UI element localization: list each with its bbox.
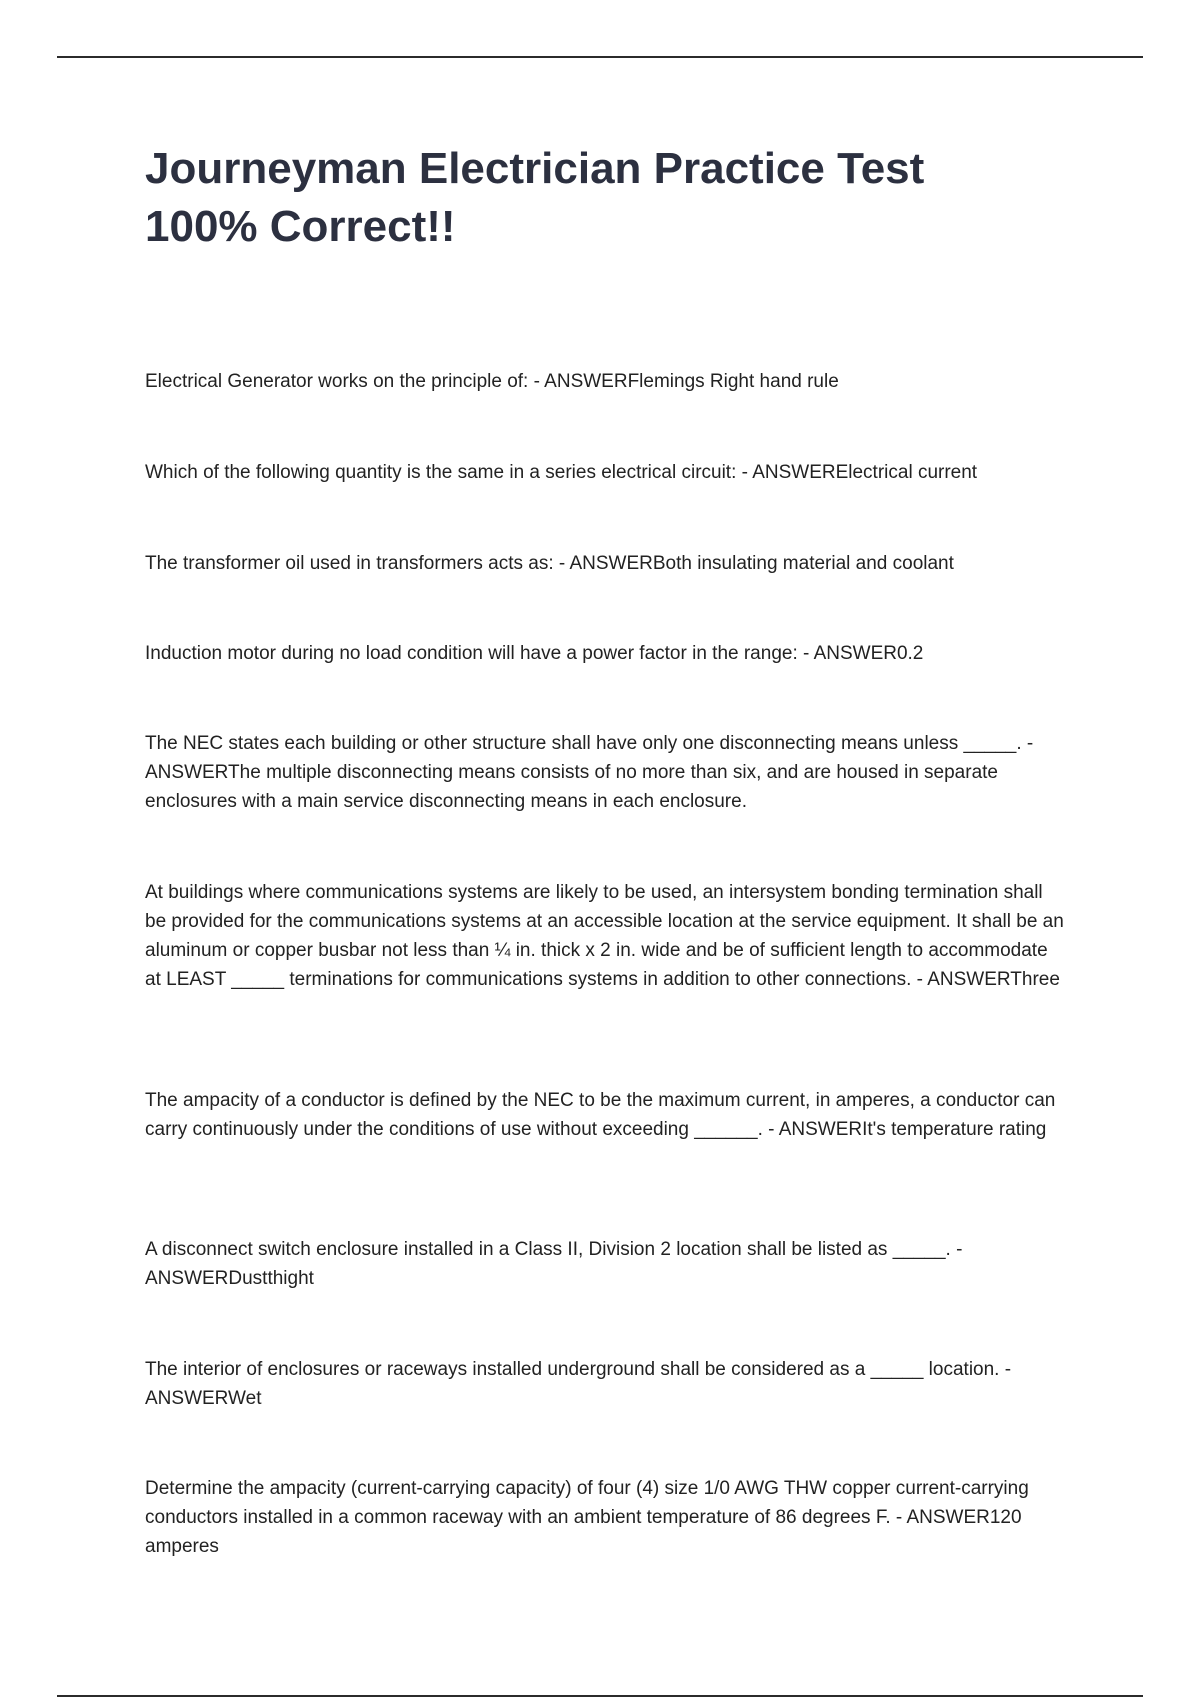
question-answer-item: Electrical Generator works on the principle of: - ANSWERFlemings Right hand rule [145,371,839,392]
question-answer-item: The interior of enclosures or raceways installed underground shall be considered as a _____ location. - ANSWERWet [145,1359,1012,1409]
document-title [145,140,1065,256]
title-line-1: Journeyman Electrician Practice Test [145,144,925,193]
title-line-2: 100% Correct!! [145,202,456,251]
question-answer-item: The transformer oil used in transformers acts as: - ANSWERBoth insulating material and coolant [145,553,954,574]
document-body [145,140,1065,1557]
question-answer-item: At buildings where communications systems are likely to be used, an intersystem bonding termination shall be provided for the communications systems at an accessible location at the service equipment. It shall be an aluminum or copper busbar not less than ¼ in. thick x 2 in. wide and be of sufficient length to accommodate at LEAST _____ terminations for communications systems in addition to other connections. - ANSWERThree [145,882,1064,990]
bottom-divider [57,1695,1143,1697]
question-answer-item: Which of the following quantity is the same in a series electrical circuit: - ANSWERElectrical current [145,462,978,483]
question-answer-item: The NEC states each building or other structure shall have only one disconnecting means unless _____. - ANSWERThe multiple disconnecting means consists of no more than six, and are housed in separate enclosures with a main service disconnecting means in each enclosure. [145,733,1034,812]
question-answer-item: The ampacity of a conductor is defined by the NEC to be the maximum current, in amperes, a conductor can carry continuously under the conditions of use without exceeding ______. - ANSWERIt's temperature rating [145,1090,1056,1140]
top-divider [57,56,1143,58]
question-answer-item: Determine the ampacity (current-carrying capacity) of four (4) size 1/0 AWG THW copper current-carrying conductors installed in a common raceway with an ambient temperature of 86 degrees F. - ANSWER120 amperes [145,1478,1029,1557]
question-answer-item: Induction motor during no load condition will have a power factor in the range: - ANSWER0.2 [145,643,924,664]
question-answer-item: A disconnect switch enclosure installed in a Class II, Division 2 location shall be listed as _____. - ANSWERDustthight [145,1239,963,1289]
